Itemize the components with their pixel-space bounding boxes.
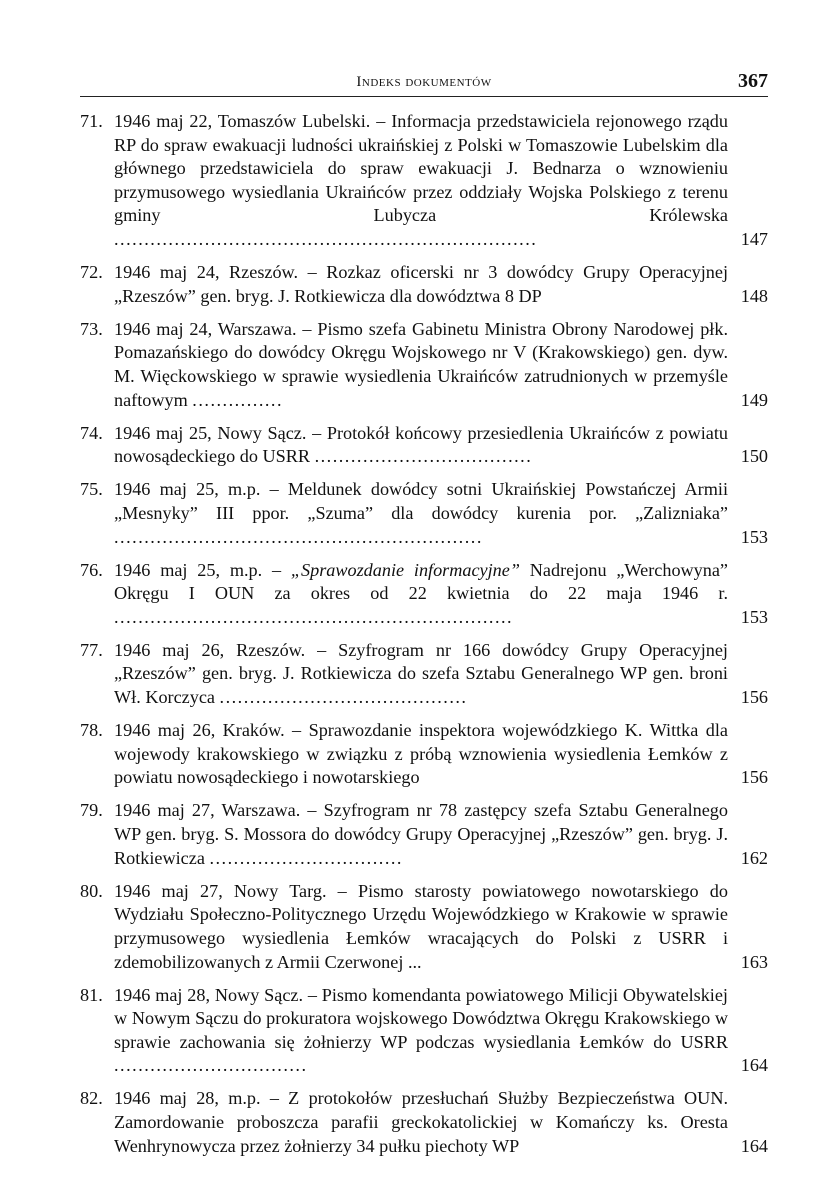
index-entry — [80, 880, 768, 974]
entry-number: 73. — [80, 318, 103, 339]
entry-text: 1946 maj 26, Rzeszów. – Szyfrogram nr 166 dowódcy Grupy Operacyjnej „Rzeszów” gen. bryg. J. Rotkiewicza do szefa Sztabu Generalnego WP gen. broni Wł. Korczyca ......................................... — [114, 639, 728, 708]
entry-number: 78. — [80, 720, 103, 741]
entry-text: 1946 maj 25, m.p. – Meldunek dowódcy sotni Ukraińskiej Powstańczej Armii „Mesnyky” III ppor. „Szuma” dla dowódcy kurenia por. „Zalizniaka” ............................................................. — [114, 479, 728, 547]
entry-page-ref: 164 — [740, 1055, 768, 1076]
index-entry — [80, 799, 768, 870]
entry-page-ref: 164 — [740, 1135, 768, 1156]
entry-page-ref: 156 — [740, 687, 768, 708]
entry-page-ref: 162 — [740, 847, 768, 868]
entry-page-ref: 148 — [740, 285, 768, 306]
index-entry — [80, 422, 768, 469]
entry-page-ref: 153 — [740, 606, 768, 627]
index-entry — [80, 639, 768, 710]
entry-number: 71. — [80, 111, 103, 131]
entry-number: 81. — [80, 984, 103, 1005]
index-entry — [80, 261, 768, 308]
header-divider — [80, 96, 768, 97]
running-header — [80, 70, 768, 96]
entry-page-ref: 153 — [740, 526, 768, 547]
entry-page-ref: 163 — [740, 951, 768, 972]
index-entry — [80, 478, 768, 549]
header-title: Indeks dokumentów — [356, 74, 492, 90]
entry-number: 72. — [80, 262, 103, 283]
document-index-list — [80, 110, 768, 1168]
entry-number: 75. — [80, 479, 103, 500]
entry-page-ref: 147 — [740, 228, 768, 249]
entry-page-ref: 149 — [740, 389, 768, 410]
entry-text: 1946 maj 27, Warszawa. – Szyfrogram nr 78 zastępcy szefa Sztabu Generalnego WP gen. bryg. S. Mossora do dowódcy Grupy Operacyjnej „Rzeszów” gen. bryg. J. Rotkiewicza ................................ — [114, 800, 728, 868]
entry-text: 1946 maj 26, Kraków. – Sprawozdanie inspektora wojewódzkiego K. Wittka dla wojewody krakowskiego w związku z próbą wznowienia wysiedlenia Łemków z powiatu nowosądeckiego i nowotarskiego — [114, 720, 728, 788]
entry-number: 82. — [80, 1088, 103, 1109]
index-entry — [80, 719, 768, 790]
entry-page-ref: 150 — [740, 446, 768, 467]
entry-number: 76. — [80, 559, 103, 580]
entry-number: 74. — [80, 422, 103, 443]
entry-text: 1946 maj 28, m.p. – Z protokołów przesłuchań Służby Bezpieczeństwa OUN. Zamordowanie proboszcza parafii greckokatolickiej w Komańczy ks. Oresta Wenhrynowycza przez żołnierzy 34 pułku piechoty WP — [114, 1088, 728, 1156]
entry-text: 1946 maj 25, m.p. – „Sprawozdanie informacyjne” Nadrejonu „Werchowyna” Okręgu I OUN za okres od 22 kwietnia do 22 maja 1946 r. .................................................................. — [114, 559, 728, 627]
index-entry — [80, 1087, 768, 1158]
entry-number: 79. — [80, 800, 103, 821]
entry-text: 1946 maj 24, Rzeszów. – Rozkaz oficerski nr 3 dowódcy Grupy Operacyjnej „Rzeszów” gen. bryg. J. Rotkiewicza dla dowództwa 8 DP — [114, 262, 728, 306]
entry-text: 1946 maj 25, Nowy Sącz. – Protokół końcowy przesiedlenia Ukraińców z powiatu nowosądeckiego do USRR .................................... — [114, 422, 728, 467]
entry-page-ref: 156 — [740, 767, 768, 788]
index-entry — [80, 559, 768, 630]
entry-number: 77. — [80, 639, 103, 660]
entry-text: 1946 maj 28, Nowy Sącz. – Pismo komendanta powiatowego Milicji Obywatelskiej w Nowym Sączu do prokuratora wojskowego Dowództwa Okręgu Krakowskiego w sprawie zachowania się żołnierzy WP podczas wysiedlania Łemków do USRR ................................ — [114, 984, 728, 1076]
entry-text: 1946 maj 24, Warszawa. – Pismo szefa Gabinetu Ministra Obrony Narodowej płk. Pomazańskiego do dowódcy Okręgu Wojskowego nr V (Krakowskiego) gen. dyw. M. Więckowskiego w sprawie wysiedlenia Ukraińców zatrudnionych w przemyśle naftowym ............... — [114, 318, 728, 410]
entry-italic-title: „Sprawozdanie informacyjne” — [290, 559, 520, 580]
index-entry — [80, 318, 768, 412]
index-entry — [80, 110, 768, 252]
page-number: 367 — [738, 70, 768, 92]
entry-text: 1946 maj 22, Tomaszów Lubelski. – Informacja przedstawiciela rejonowego rządu RP do spraw ewakuacji ludności ukraińskiej z Polski w Tomaszowie Lubelskim dla głównego przedstawiciela do spraw ewakuacji J. Bednarza o wznowieniu przymusowego wysiedlania Ukraińców przez oddziały Wojska Polskiego z terenu gminy Lubycza Królewska ...................................................................... — [114, 111, 728, 249]
entry-text: 1946 maj 27, Nowy Targ. – Pismo starosty powiatowego nowotarskiego do Wydziału Społeczno-Politycznego Urzędu Wojewódzkiego w Krakowie w sprawie przymusowego wysiedlenia Łemków wracających do Polski z USRR i zdemobilizowanych z Armii Czerwonej ... — [114, 880, 728, 972]
index-entry — [80, 984, 768, 1078]
entry-number: 80. — [80, 880, 103, 901]
